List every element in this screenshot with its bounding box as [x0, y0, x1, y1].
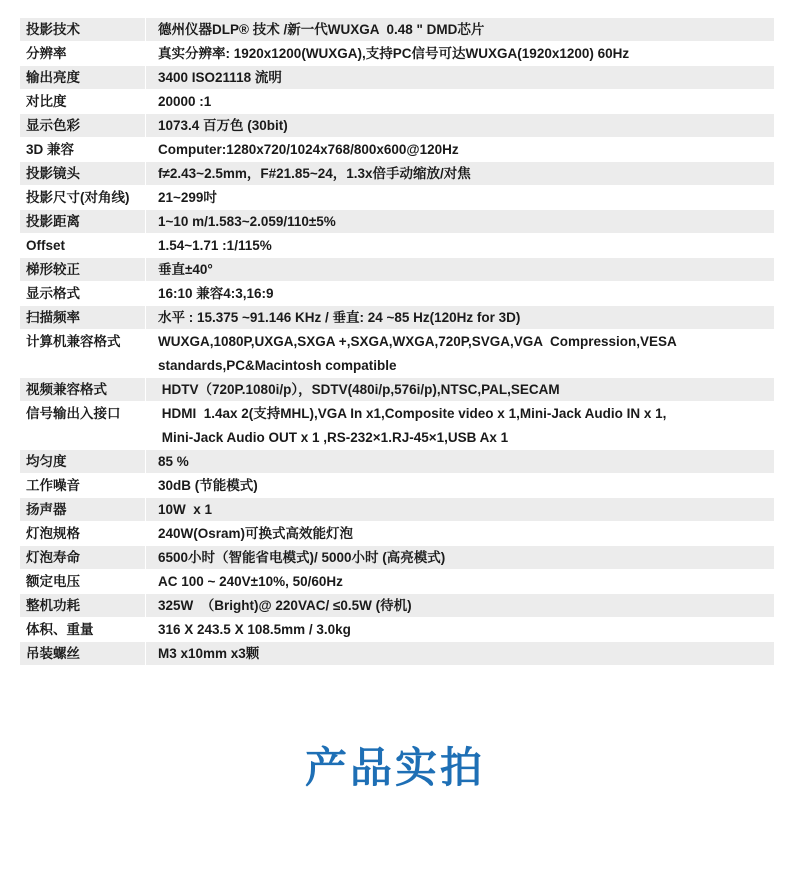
spec-value-line: 德州仪器DLP® 技术 /新一代WUXGA 0.48 " DMD芯片: [158, 22, 485, 37]
spec-value-line: 240W(Osram)可换式高效能灯泡: [158, 526, 354, 541]
spec-row: [20, 450, 774, 474]
spec-value-line: 3400 ISO21118 流明: [158, 70, 282, 85]
spec-label: 投影尺寸(对角线): [20, 186, 146, 209]
spec-value-line: WUXGA,1080P,UXGA,SXGA +,SXGA,WXGA,720P,SVGA,VGA Compression,VESA: [158, 334, 677, 349]
spec-value: [146, 450, 774, 473]
spec-row: [20, 234, 774, 258]
spec-value: [146, 642, 774, 665]
spec-value: [146, 498, 774, 521]
spec-value: [146, 18, 774, 41]
spec-row: [20, 114, 774, 138]
spec-row: [20, 570, 774, 594]
spec-value: [146, 162, 774, 185]
spec-value: [146, 42, 774, 65]
spec-value-line: 1~10 m/1.583~2.059/110±5%: [158, 214, 336, 229]
spec-value: [146, 234, 774, 257]
spec-row: [20, 42, 774, 66]
spec-label: 计算机兼容格式: [20, 330, 146, 377]
spec-label: 灯泡规格: [20, 522, 146, 545]
section-title: 产品实拍: [304, 744, 485, 791]
spec-label: 扬声器: [20, 498, 146, 521]
spec-row: [20, 162, 774, 186]
spec-label: 3D 兼容: [20, 138, 146, 161]
spec-value-line: 真实分辨率: 1920x1200(WUXGA),支持PC信号可达WUXGA(1920x1200) 60Hz: [158, 46, 630, 61]
spec-value: [146, 306, 774, 329]
spec-value-line: 20000 :1: [158, 94, 212, 109]
spec-row: [20, 642, 774, 666]
spec-row: [20, 378, 774, 402]
spec-value: [146, 282, 774, 305]
spec-value-line: 6500小时（智能省电模式)/ 5000小时 (高亮模式): [158, 550, 446, 565]
spec-label: 信号输出入接口: [20, 402, 146, 449]
spec-value-line: f≠2.43~2.5mm，F#21.85~24，1.3x倍手动缩放/对焦: [158, 166, 471, 181]
spec-value-line: 316 X 243.5 X 108.5mm / 3.0kg: [158, 622, 351, 637]
spec-value: [146, 66, 774, 89]
spec-row: [20, 282, 774, 306]
spec-value: [146, 618, 774, 641]
spec-row: [20, 210, 774, 234]
spec-label: 灯泡寿命: [20, 546, 146, 569]
spec-row: [20, 618, 774, 642]
spec-value-line: 16:10 兼容4:3,16:9: [158, 286, 274, 301]
spec-value-line: M3 x10mm x3颗: [158, 646, 260, 661]
spec-label: 均匀度: [20, 450, 146, 473]
spec-value: [146, 210, 774, 233]
spec-row: [20, 186, 774, 210]
spec-value: [146, 330, 774, 377]
spec-value-line: AC 100 ~ 240V±10%, 50/60Hz: [158, 574, 343, 589]
spec-label: 输出亮度: [20, 66, 146, 89]
spec-value: [146, 138, 774, 161]
spec-label: Offset: [20, 234, 146, 257]
spec-value: [146, 402, 774, 449]
spec-value-line: 垂直±40°: [158, 262, 213, 277]
spec-label: 对比度: [20, 90, 146, 113]
spec-row: [20, 138, 774, 162]
spec-value-line: 1073.4 百万色 (30bit): [158, 118, 288, 133]
spec-label: 扫描频率: [20, 306, 146, 329]
spec-row: [20, 402, 774, 450]
spec-label: 视频兼容格式: [20, 378, 146, 401]
spec-value: [146, 114, 774, 137]
spec-row: [20, 18, 774, 42]
spec-label: 显示格式: [20, 282, 146, 305]
spec-row: [20, 546, 774, 570]
spec-row: [20, 66, 774, 90]
spec-value: [146, 90, 774, 113]
spec-value: [146, 522, 774, 545]
spec-label: 体积、重量: [20, 618, 146, 641]
spec-value-line: standards,PC&Macintosh compatible: [158, 358, 397, 373]
spec-label: 梯形较正: [20, 258, 146, 281]
spec-value-line: Mini-Jack Audio OUT x 1 ,RS-232×1.RJ-45×1,USB Ax 1: [158, 430, 509, 445]
spec-table: [20, 18, 774, 666]
spec-value-line: Computer:1280x720/1024x768/800x600@120Hz: [158, 142, 459, 157]
spec-label: 投影镜头: [20, 162, 146, 185]
spec-value: [146, 378, 774, 401]
spec-value: [146, 594, 774, 617]
spec-row: [20, 522, 774, 546]
spec-value-line: 30dB (节能模式): [158, 478, 258, 493]
spec-label: 分辨率: [20, 42, 146, 65]
spec-value-line: 325W （Bright)@ 220VAC/ ≤0.5W (待机): [158, 598, 412, 613]
spec-value-line: HDTV（720P.1080i/p），SDTV(480i/p,576i/p),NTSC,PAL,SECAM: [158, 382, 560, 397]
spec-label: 吊装螺丝: [20, 642, 146, 665]
spec-value: [146, 570, 774, 593]
spec-value-line: HDMI 1.4ax 2(支持MHL),VGA In x1,Composite video x 1,Mini-Jack Audio IN x 1,: [158, 406, 667, 421]
spec-label: 整机功耗: [20, 594, 146, 617]
spec-row: [20, 258, 774, 282]
spec-row: [20, 90, 774, 114]
spec-row: [20, 474, 774, 498]
spec-value-line: 21~299吋: [158, 190, 217, 205]
spec-value: [146, 474, 774, 497]
spec-row: [20, 330, 774, 378]
spec-label: 显示色彩: [20, 114, 146, 137]
spec-row: [20, 498, 774, 522]
spec-value-line: 水平 : 15.375 ~91.146 KHz / 垂直: 24 ~85 Hz(120Hz for 3D): [158, 310, 521, 325]
spec-value: [146, 186, 774, 209]
spec-label: 投影距离: [20, 210, 146, 233]
spec-label: 工作噪音: [20, 474, 146, 497]
spec-label: 投影技术: [20, 18, 146, 41]
spec-row: [20, 306, 774, 330]
spec-value-line: 10W x 1: [158, 502, 213, 517]
spec-value-line: 1.54~1.71 :1/115%: [158, 238, 272, 253]
spec-value: [146, 258, 774, 281]
spec-label: 额定电压: [20, 570, 146, 593]
spec-value-line: 85 %: [158, 454, 189, 469]
spec-value: [146, 546, 774, 569]
spec-row: [20, 594, 774, 618]
